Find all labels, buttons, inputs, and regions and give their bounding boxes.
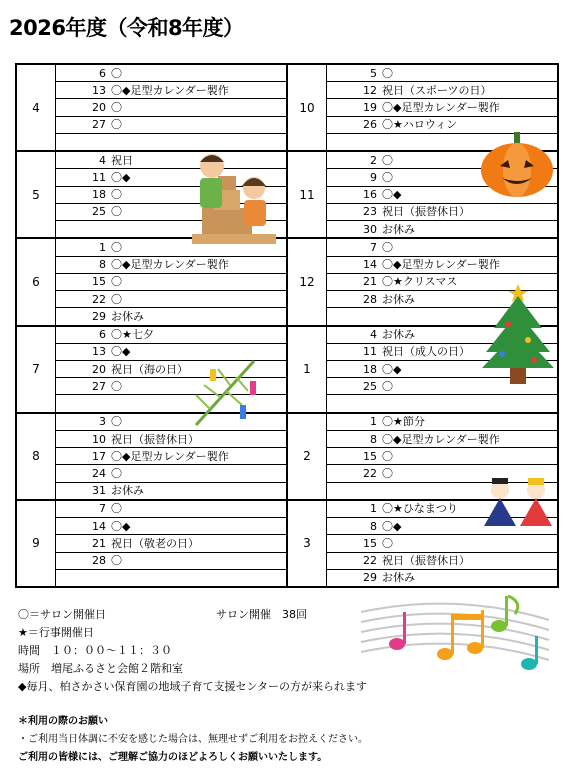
day-number: 13 bbox=[92, 345, 106, 359]
day-number: 4 bbox=[99, 153, 106, 167]
day-number: 10 bbox=[92, 432, 106, 446]
day-number: 6 bbox=[99, 328, 106, 342]
date-row bbox=[327, 448, 557, 465]
month-label: 3 bbox=[288, 501, 327, 586]
day-number: 22 bbox=[92, 292, 106, 306]
day-note: 〇 bbox=[382, 154, 393, 166]
day-note: 〇★七夕 bbox=[111, 329, 154, 341]
day-number: 1 bbox=[99, 240, 106, 254]
day-number: 31 bbox=[92, 484, 106, 498]
day-number: 20 bbox=[92, 101, 106, 115]
month-label: 6 bbox=[17, 239, 56, 324]
date-row bbox=[56, 535, 286, 552]
day-note: 〇 bbox=[111, 293, 122, 305]
day-note: 〇◆ bbox=[382, 189, 402, 201]
day-note: 〇 bbox=[111, 555, 122, 567]
christmas-tree-illustration bbox=[480, 280, 556, 386]
notice-line2: ご利用の皆様には、ご理解ご協力のほどよろしくお願いいたします。 bbox=[18, 752, 328, 763]
date-row bbox=[56, 327, 286, 344]
day-note: 祝日（敬老の日） bbox=[111, 537, 199, 549]
tanabata-bamboo-illustration bbox=[190, 355, 270, 431]
date-row bbox=[327, 99, 557, 116]
day-number: 21 bbox=[92, 536, 106, 550]
day-number: 8 bbox=[370, 432, 377, 446]
day-number: 21 bbox=[363, 275, 377, 289]
day-note: お休み bbox=[382, 223, 415, 235]
day-note: 祝日（振替休日） bbox=[382, 555, 470, 567]
date-row bbox=[327, 239, 557, 256]
day-number: 29 bbox=[92, 309, 106, 323]
music-notes-illustration bbox=[357, 592, 553, 678]
month-block bbox=[17, 239, 286, 326]
day-note: 〇 bbox=[111, 380, 122, 392]
day-note: 〇★節分 bbox=[382, 416, 425, 428]
month-label: 12 bbox=[288, 239, 327, 324]
date-row bbox=[56, 518, 286, 535]
date-row bbox=[327, 570, 557, 586]
day-note: 〇 bbox=[111, 416, 122, 428]
legend-monthly: ◆毎月、柏さかさい保育園の地域子育て支援センターの方が来られます bbox=[18, 680, 368, 693]
day-note: 〇◆足型カレンダー製作 bbox=[111, 450, 229, 462]
day-note: 〇◆ bbox=[111, 520, 131, 532]
day-note: 〇◆ bbox=[111, 346, 131, 358]
day-number: 25 bbox=[92, 205, 106, 219]
day-number: 27 bbox=[92, 379, 106, 393]
day-number: 22 bbox=[363, 554, 377, 568]
day-number: 19 bbox=[363, 101, 377, 115]
day-note: 〇 bbox=[111, 276, 122, 288]
date-row bbox=[327, 82, 557, 99]
day-number: 14 bbox=[92, 519, 106, 533]
pumpkin-illustration bbox=[480, 132, 554, 198]
day-number: 8 bbox=[370, 519, 377, 533]
day-note: お休み bbox=[382, 293, 415, 305]
date-row bbox=[327, 65, 557, 82]
legend-time: 時間 １０：００～１１：３０ bbox=[18, 644, 172, 657]
day-number: 6 bbox=[99, 66, 106, 80]
day-note: 祝日（スポーツの日） bbox=[382, 84, 492, 96]
day-number: 24 bbox=[92, 467, 106, 480]
day-note: 〇 bbox=[382, 468, 393, 479]
date-row bbox=[327, 257, 557, 274]
day-number: 13 bbox=[92, 83, 106, 97]
month-block bbox=[17, 65, 286, 152]
calendar-table bbox=[15, 63, 559, 588]
day-note: 〇◆足型カレンダー製作 bbox=[382, 102, 500, 114]
day-note: 〇◆足型カレンダー製作 bbox=[382, 433, 500, 445]
day-note: 〇 bbox=[111, 102, 122, 114]
day-note: 〇★ハロウィン bbox=[382, 119, 458, 131]
day-number: 4 bbox=[370, 328, 377, 342]
day-note: 〇 bbox=[111, 189, 122, 201]
date-row bbox=[327, 395, 557, 411]
day-note: 〇 bbox=[382, 67, 393, 79]
day-note: 〇◆足型カレンダー製作 bbox=[382, 259, 500, 271]
day-note: 〇 bbox=[382, 537, 393, 549]
day-note: お休み bbox=[111, 310, 144, 322]
month-label: 7 bbox=[17, 327, 56, 412]
day-note: 〇◆足型カレンダー製作 bbox=[111, 84, 229, 96]
day-note: 〇 bbox=[111, 67, 122, 79]
day-note: お休み bbox=[111, 485, 144, 497]
day-number: 29 bbox=[363, 571, 377, 585]
legend-salon-count: サロン開催 38回 bbox=[216, 608, 307, 621]
date-row bbox=[56, 99, 286, 116]
month-label: 9 bbox=[17, 501, 56, 586]
date-row bbox=[327, 204, 557, 221]
date-row bbox=[327, 431, 557, 448]
day-number: 11 bbox=[92, 171, 106, 185]
day-note: 〇◆ bbox=[382, 520, 402, 532]
date-row bbox=[56, 82, 286, 99]
day-note: 〇 bbox=[382, 380, 393, 392]
day-number: 27 bbox=[92, 118, 106, 132]
day-number: 1 bbox=[370, 415, 377, 429]
month-label: 10 bbox=[288, 65, 327, 150]
day-note: 〇 bbox=[111, 241, 122, 253]
day-number: 15 bbox=[363, 536, 377, 550]
day-note: 祝日 bbox=[111, 154, 133, 166]
notice-heading: ＊利用の際のお願い bbox=[18, 716, 108, 727]
day-note: 〇 bbox=[111, 503, 122, 515]
month-label: 5 bbox=[17, 152, 56, 237]
day-note: 〇 bbox=[382, 241, 393, 253]
day-number: 5 bbox=[370, 66, 377, 80]
date-row bbox=[56, 570, 286, 586]
date-row bbox=[56, 65, 286, 82]
legend-place: 場所 増尾ふるさと会館２階和室 bbox=[18, 662, 183, 675]
day-number: 25 bbox=[363, 379, 377, 393]
day-note: 祝日（振替休日） bbox=[382, 206, 470, 218]
day-number: 15 bbox=[363, 449, 377, 463]
day-note: 〇◆足型カレンダー製作 bbox=[111, 259, 229, 271]
day-number: 30 bbox=[363, 222, 377, 236]
date-row bbox=[56, 291, 286, 308]
date-row bbox=[56, 308, 286, 324]
day-note: 〇◆ bbox=[111, 172, 131, 184]
day-number: 1 bbox=[370, 502, 377, 516]
day-number: 2 bbox=[370, 153, 377, 167]
date-row bbox=[327, 553, 557, 570]
date-row bbox=[56, 553, 286, 570]
date-row bbox=[56, 274, 286, 291]
day-note: 祝日（振替休日） bbox=[111, 433, 199, 445]
day-note: 〇★ひなまつり bbox=[382, 503, 458, 515]
month-block bbox=[17, 501, 286, 586]
hina-dolls-illustration bbox=[482, 474, 556, 528]
month-label: 8 bbox=[17, 414, 56, 499]
date-row bbox=[56, 483, 286, 499]
day-number: 28 bbox=[92, 554, 106, 568]
day-number: 20 bbox=[92, 362, 106, 376]
page-title: 2026年度（令和8年度） bbox=[9, 16, 244, 40]
day-note: 〇 bbox=[111, 119, 122, 131]
date-row bbox=[56, 117, 286, 134]
day-note: 〇 bbox=[111, 206, 122, 218]
date-row bbox=[56, 134, 286, 150]
day-note: 〇 bbox=[382, 172, 393, 184]
day-note: 〇 bbox=[382, 450, 393, 462]
date-row bbox=[56, 501, 286, 518]
month-label: 2 bbox=[288, 414, 327, 499]
day-number: 14 bbox=[363, 258, 377, 272]
day-number: 7 bbox=[99, 502, 106, 516]
day-number: 15 bbox=[92, 275, 106, 289]
day-number: 28 bbox=[363, 292, 377, 306]
day-number: 3 bbox=[99, 415, 106, 429]
notice-line1: ・ご利用当日体調に不安を感じた場合は、無理せずご利用をお控えください。 bbox=[18, 734, 368, 745]
month-label: 11 bbox=[288, 152, 327, 237]
children-blocks-illustration bbox=[188, 150, 280, 248]
day-note: お休み bbox=[382, 572, 415, 584]
day-note: 〇 bbox=[111, 468, 122, 479]
day-note: 祝日（海の日） bbox=[111, 363, 188, 375]
legend-event-day: ★＝行事開催日 bbox=[18, 626, 94, 639]
date-row bbox=[56, 448, 286, 465]
date-row bbox=[327, 221, 557, 237]
calendar-left-half bbox=[17, 65, 286, 586]
day-note: 〇★クリスマス bbox=[382, 276, 458, 288]
date-row bbox=[56, 465, 286, 482]
day-note: 〇◆ bbox=[382, 363, 402, 375]
month-label: 4 bbox=[17, 65, 56, 150]
day-number: 11 bbox=[363, 345, 377, 359]
date-row bbox=[327, 414, 557, 431]
month-label: 1 bbox=[288, 327, 327, 412]
day-number: 9 bbox=[370, 171, 377, 185]
legend-salon-day: 〇＝サロン開催日 bbox=[18, 608, 106, 621]
day-number: 12 bbox=[363, 83, 377, 97]
day-number: 7 bbox=[370, 240, 377, 254]
day-number: 17 bbox=[92, 449, 106, 463]
day-number: 8 bbox=[99, 258, 106, 272]
day-number: 18 bbox=[92, 188, 106, 202]
day-number: 18 bbox=[363, 362, 377, 376]
day-number: 23 bbox=[363, 205, 377, 219]
day-note: お休み bbox=[382, 329, 415, 341]
date-row bbox=[56, 257, 286, 274]
date-row bbox=[327, 535, 557, 552]
date-row bbox=[56, 431, 286, 448]
day-number: 26 bbox=[363, 118, 377, 132]
day-note: 祝日（成人の日） bbox=[382, 346, 470, 358]
day-number: 22 bbox=[363, 467, 377, 480]
day-number: 16 bbox=[363, 188, 377, 202]
